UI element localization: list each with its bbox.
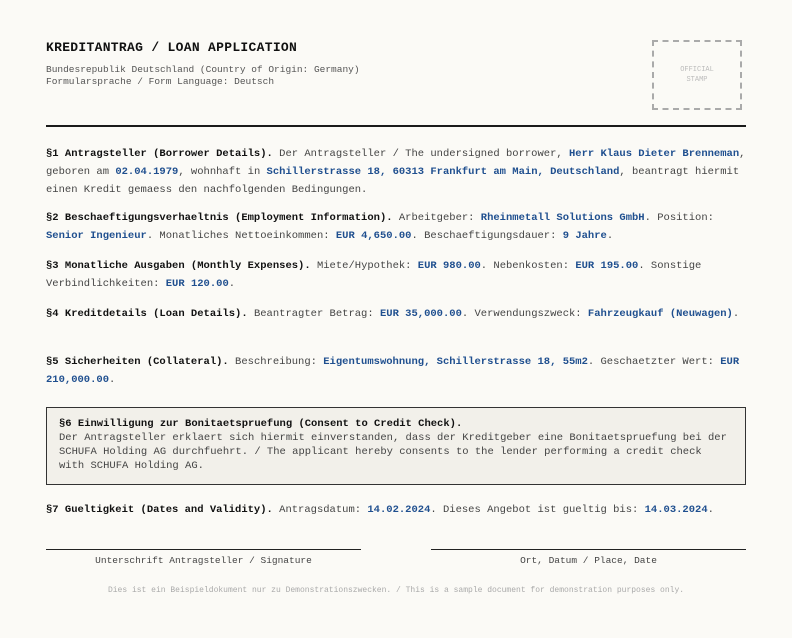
consent-box bbox=[46, 407, 746, 485]
section-text: . Verwendungszweck: bbox=[461, 308, 588, 320]
stamp-line-1: OFFICIAL bbox=[680, 66, 714, 74]
section-text: Arbeitgeber: bbox=[392, 212, 481, 224]
section-text: . Beschaeftigungsdauer: bbox=[411, 230, 563, 242]
signature-label: Unterschrift Antragsteller / Signature bbox=[95, 555, 312, 566]
form-language: Formularsprache / Form Language: Deutsch bbox=[46, 76, 275, 87]
section-text: Beantragter Betrag: bbox=[247, 308, 380, 320]
consent-text: Der Antragsteller erklaert sich hiermit einverstanden, dass der Kreditgeber eine Bonitaetspruefung bei der SCHUFA Holding AG durchfuehrt. / The applicant hereby consents to the lender performing a credit check with SCHUFA Holding AG. bbox=[59, 432, 727, 472]
section-text: . Position: bbox=[644, 212, 714, 224]
place-date-label: Ort, Datum / Place, Date bbox=[520, 555, 657, 566]
date-of-birth: 02.04.1979 bbox=[115, 166, 179, 178]
section-text: Der Antragsteller / The undersigned borrower, bbox=[272, 148, 569, 160]
section-heading: §1 Antragsteller (Borrower Details). bbox=[46, 148, 273, 160]
application-date: 14.02.2024 bbox=[367, 504, 431, 516]
section-heading: §5 Sicherheiten (Collateral). bbox=[46, 356, 229, 368]
section-text: . Monatliches Nettoeinkommen: bbox=[146, 230, 336, 242]
collateral-description: Eigentumswohnung, Schillerstrasse 18, 55m2 bbox=[323, 356, 588, 368]
official-stamp-box bbox=[652, 40, 742, 110]
section-text: , geboren am bbox=[46, 148, 746, 178]
other-liabilities: EUR 120.00 bbox=[165, 278, 229, 290]
position: Senior Ingenieur bbox=[46, 230, 147, 242]
consent-heading: §6 Einwilligung zur Bonitaetspruefung (Consent to Credit Check). bbox=[59, 418, 463, 430]
section-text: . bbox=[109, 374, 116, 386]
section-text: . Geschaetzter Wert: bbox=[587, 356, 721, 368]
section-loan-details bbox=[46, 305, 746, 323]
document-header bbox=[46, 40, 746, 88]
section-text: , beantragt hiermit einen Kredit gemaess den nachfolgenden Bedingungen. bbox=[46, 166, 740, 196]
section-text: . Sonstige Verbindlichkeiten: bbox=[46, 260, 702, 290]
section-text: . bbox=[732, 308, 740, 320]
country-of-origin: Bundesrepublik Deutschland (Country of Origin: Germany) bbox=[46, 64, 360, 75]
section-text: . bbox=[606, 230, 614, 242]
collateral-value: EUR 210,000.00 bbox=[46, 356, 740, 386]
document-title: KREDITANTRAG / LOAN APPLICATION bbox=[46, 40, 298, 55]
rent-mortgage: EUR 980.00 bbox=[417, 260, 481, 272]
section-text: . Nebenkosten: bbox=[480, 260, 576, 272]
section-heading: §7 Gueltigkeit (Dates and Validity). bbox=[46, 504, 273, 516]
signature-line bbox=[46, 549, 361, 550]
section-text: Antragsdatum: bbox=[272, 504, 368, 516]
section-text: . Dieses Angebot ist gueltig bis: bbox=[430, 504, 645, 516]
section-heading: §2 Beschaeftigungsverhaeltnis (Employment Information). bbox=[46, 212, 393, 224]
employer: Rheinmetall Solutions GmbH bbox=[480, 212, 645, 224]
section-validity bbox=[46, 501, 746, 519]
section-text: Miete/Hypothek: bbox=[310, 260, 418, 272]
utilities: EUR 195.00 bbox=[575, 260, 639, 272]
footer-disclaimer: Dies ist ein Beispieldokument nur zu Demonstrationszwecken. / This is a sample document for demonstration purposes only. bbox=[107, 586, 685, 595]
stamp-line-2: STAMP bbox=[686, 76, 708, 84]
section-employment bbox=[46, 209, 746, 245]
section-heading: §3 Monatliche Ausgaben (Monthly Expenses). bbox=[46, 260, 311, 272]
section-text: . bbox=[228, 278, 236, 290]
employment-duration: 9 Jahre bbox=[562, 230, 607, 242]
net-income: EUR 4,650.00 bbox=[335, 230, 412, 242]
section-collateral bbox=[46, 353, 746, 389]
header-divider bbox=[46, 125, 746, 127]
section-text: , wohnhaft in bbox=[178, 166, 267, 178]
borrower-address: Schillerstrasse 18, 60313 Frankfurt am Main, Deutschland bbox=[266, 166, 620, 178]
section-text: Beschreibung: bbox=[228, 356, 324, 368]
section-heading: §4 Kreditdetails (Loan Details). bbox=[46, 308, 248, 320]
borrower-name: Herr Klaus Dieter Brenneman bbox=[569, 148, 740, 160]
section-monthly-expenses bbox=[46, 257, 746, 293]
section-text: . bbox=[707, 504, 714, 516]
loan-amount: EUR 35,000.00 bbox=[379, 308, 462, 320]
loan-purpose: Fahrzeugkauf (Neuwagen) bbox=[587, 308, 733, 320]
place-date-line bbox=[431, 549, 746, 550]
valid-until-date: 14.03.2024 bbox=[644, 504, 708, 516]
section-borrower-details bbox=[46, 145, 746, 199]
